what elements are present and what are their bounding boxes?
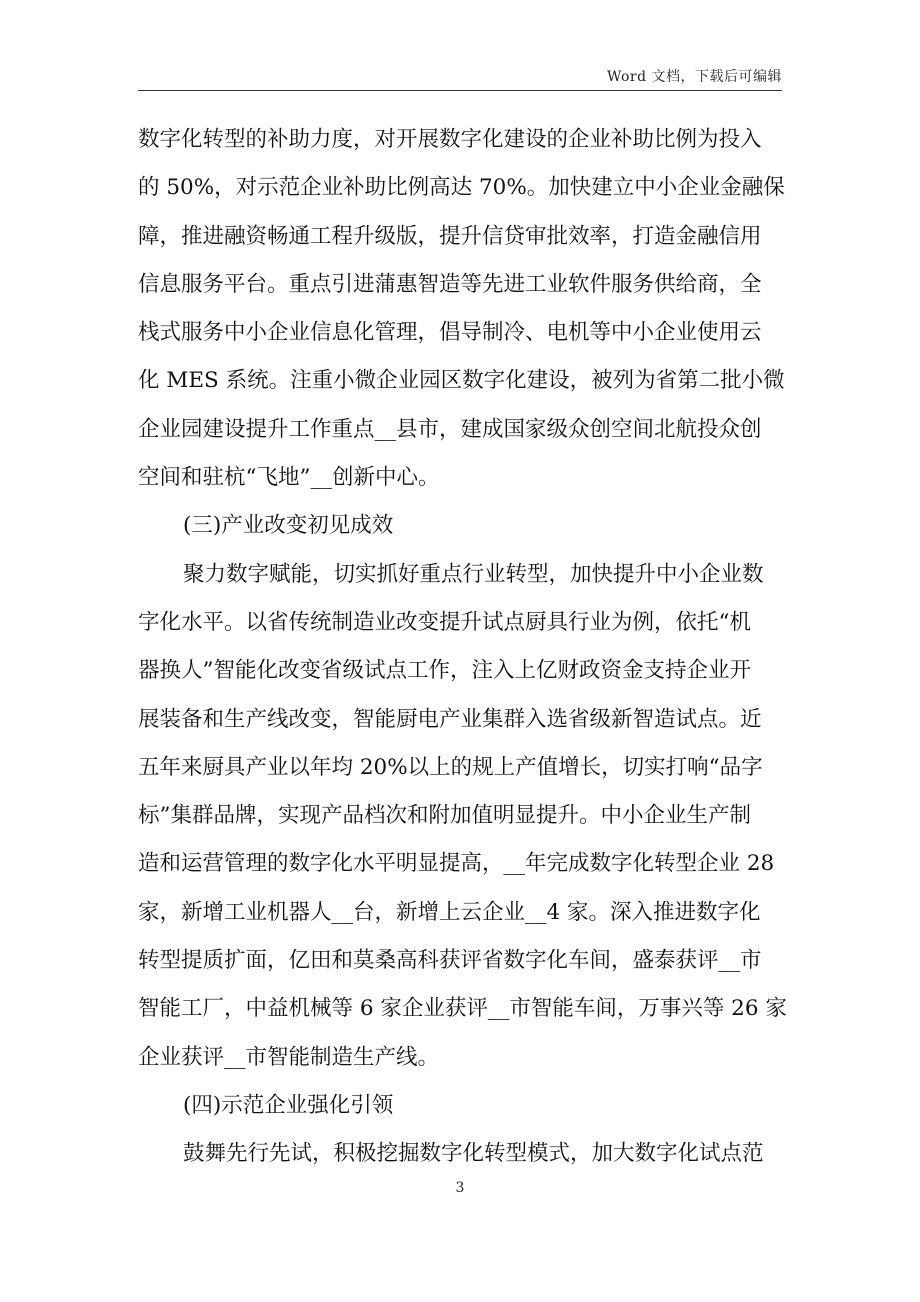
header-divider [138, 90, 782, 91]
text-line: 障，推进融资畅通工程升级版，提升信贷审批效率，打造金融信用 [138, 223, 762, 249]
document-body [138, 116, 787, 1179]
paragraph [138, 1130, 778, 1178]
text-line: 智能工厂，中益机械等 6 家企业获评__市智能车间，万事兴等 26 家 [138, 996, 787, 1022]
text-line: 企业园建设提升工作重点__县市，建成国家级众创空间北航投众创 [138, 416, 762, 442]
paragraph [138, 551, 787, 1082]
text-line: 信息服务平台。重点引进蒲惠智造等先进工业软件服务供给商，全 [138, 271, 762, 297]
text-line: 转型提质扩面，亿田和莫桑高科获评省数字化车间，盛泰获评__市 [138, 948, 762, 974]
page-header-text: Word 文档，下载后可编辑 [607, 69, 782, 85]
section-heading [138, 1082, 778, 1130]
text-line: 标”集群品牌，实现产品档次和附加值明显提升。中小企业生产制 [138, 803, 751, 829]
text-line: 的 50%，对示范企业补助比例高达 70%。加快建立中小企业金融保 [138, 175, 785, 201]
heading-line: (四)示范企业强化引领 [183, 1092, 394, 1118]
text-line: 鼓舞先行先试，积极挖掘数字化转型模式，加大数字化试点范 [183, 1141, 764, 1167]
section-heading [138, 502, 778, 550]
paragraph [138, 116, 785, 502]
text-line: 五年来厨具产业以年均 20%以上的规上产值增长，切实打响“品字 [138, 754, 763, 780]
text-line: 展装备和生产线改变，智能厨电产业集群入选省级新智造试点。近 [138, 706, 762, 732]
page-number: 3 [455, 1180, 465, 1196]
text-line: 字化水平。以省传统制造业改变提升试点厨具行业为例，依托“机 [138, 609, 751, 635]
text-line: 栈式服务中小企业信息化管理，倡导制冷、电机等中小企业使用云 [138, 320, 762, 346]
text-line: 家，新增工业机器人__台，新增上云企业__4 家。深入推进数字化 [138, 899, 761, 925]
heading-line: (三)产业改变初见成效 [183, 513, 394, 539]
text-line: 器换人”智能化改变省级试点工作，注入上亿财政资金支持企业开 [138, 658, 751, 684]
text-line: 化 MES 系统。注重小微企业园区数字化建设，被列为省第二批小微 [138, 368, 785, 394]
text-line: 数字化转型的补助力度，对开展数字化建设的企业补助比例为投入 [138, 127, 762, 152]
text-line: 空间和驻杭“飞地”__创新中心。 [138, 465, 440, 491]
text-line: 造和运营管理的数字化水平明显提高，__年完成数字化转型企业 28 [138, 851, 775, 877]
text-line: 聚力数字赋能，切实抓好重点行业转型，加快提升中小企业数 [183, 561, 764, 587]
text-line: 企业获评__市智能制造生产线。 [138, 1044, 440, 1070]
